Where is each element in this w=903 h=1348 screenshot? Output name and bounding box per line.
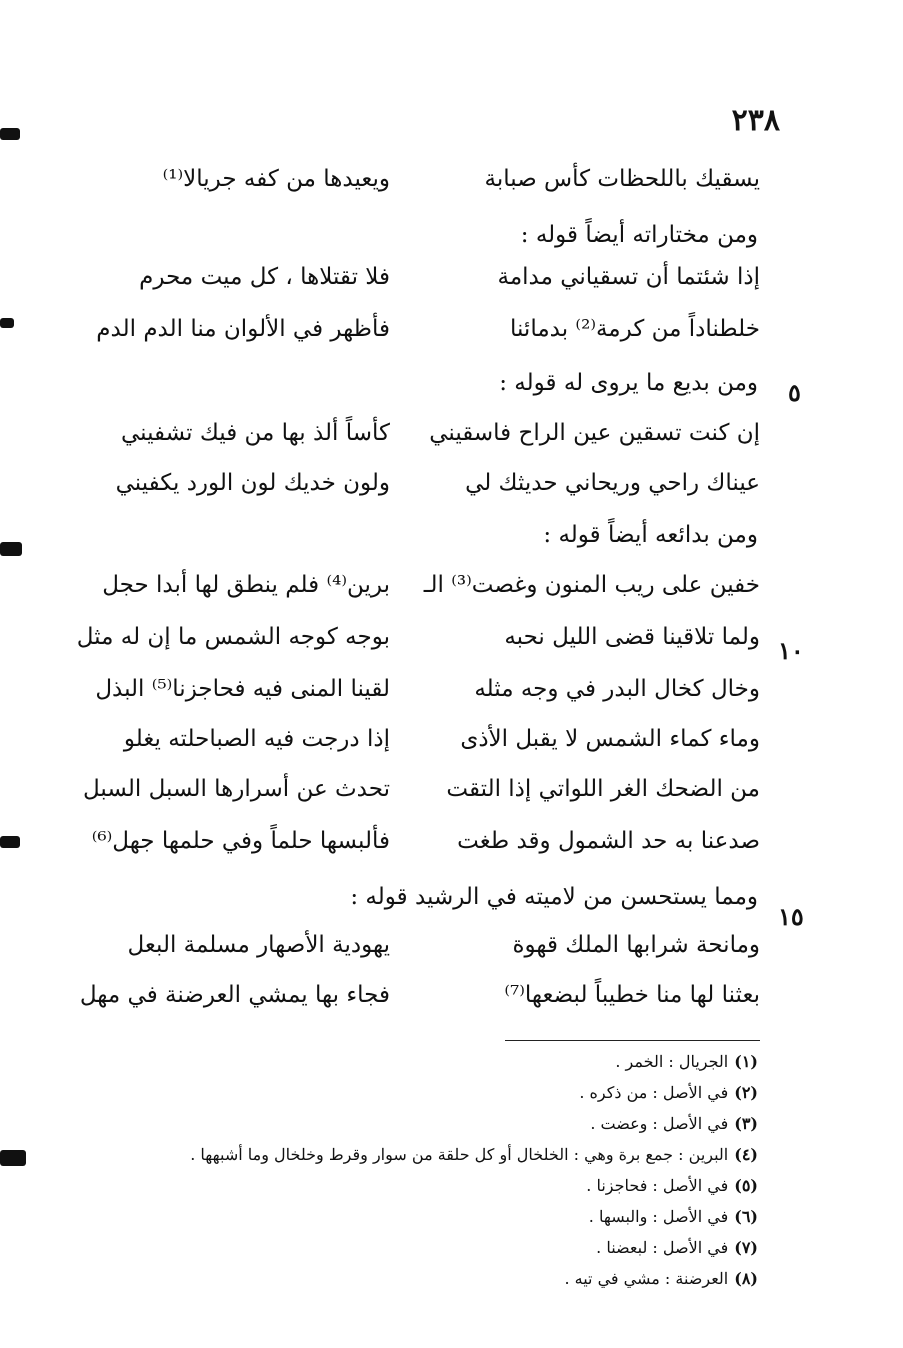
verse — [60, 264, 760, 316]
verse-second-hemistich: تحدث عن أسرارها السبل السبل — [83, 776, 390, 802]
footnote-text: في الأصل : لبعضنا . — [596, 1238, 729, 1257]
verse-first-hemistich: خفين على ريب المنون وغصت⁽³⁾ الـ — [423, 572, 760, 598]
verse — [60, 828, 760, 880]
verse — [60, 316, 760, 368]
verse — [60, 676, 760, 728]
footnote-text: العرضنة : مشي في تيه . — [564, 1269, 729, 1288]
verse — [60, 624, 760, 676]
footnote — [38, 1176, 758, 1207]
verse-first-hemistich: من الضحك الغر اللواتي إذا التقت — [446, 776, 760, 802]
footnote-text: في الأصل : والبسها . — [588, 1207, 729, 1226]
line-number-15: ١٥ — [778, 902, 804, 931]
verse-second-hemistich: فأظهر في الألوان منا الدم الدم — [96, 316, 390, 342]
verse-first-hemistich: وخال كخال البدر في وجه مثله — [474, 676, 760, 702]
verse — [60, 982, 760, 1034]
margin-mark — [0, 836, 20, 848]
footnote-divider — [505, 1040, 760, 1041]
margin-mark — [0, 318, 14, 328]
margin-mark — [0, 1150, 26, 1166]
verse-second-hemistich: فألبسها حلماً وفي حلمها جهل⁽⁶⁾ — [91, 828, 390, 854]
verse — [60, 420, 760, 472]
footnote-number: (١) — [734, 1052, 758, 1071]
verse-first-hemistich: صدعنا به حد الشمول وقد طغت — [457, 828, 760, 854]
footnote-text: الجريال : الخمر . — [615, 1052, 729, 1071]
verse-first-hemistich: إن كنت تسقين عين الراح فاسقيني — [429, 420, 760, 446]
verse-second-hemistich: برين⁽⁴⁾ فلم ينطق لها أبدا حجل — [102, 572, 390, 598]
footnote-text: في الأصل : وعضت . — [590, 1114, 729, 1133]
prose-line: ومن مختاراته أيضاً قوله : — [520, 222, 758, 248]
footnote-number: (٤) — [734, 1145, 758, 1164]
verse-second-hemistich: فجاء بها يمشي العرضنة في مهل — [79, 982, 390, 1008]
footnote-number: (٣) — [734, 1114, 758, 1133]
footnote — [38, 1145, 758, 1176]
footnote — [38, 1238, 758, 1269]
footnote — [38, 1269, 758, 1300]
prose-line: ومن بدائعه أيضاً قوله : — [543, 522, 758, 548]
verse-second-hemistich: ويعيدها من كفه جريالا⁽¹⁾ — [162, 166, 390, 192]
verse — [60, 932, 760, 984]
verse-first-hemistich: خلطناداً من كرمة⁽²⁾ بدمائنا — [509, 316, 760, 342]
verse-second-hemistich: ولون خديك لون الورد يكفيني — [115, 470, 390, 496]
footnote — [38, 1052, 758, 1083]
verse-second-hemistich: يهودية الأصهار مسلمة البعل — [127, 932, 390, 958]
verse-second-hemistich: بوجه كوجه الشمس ما إن له مثل — [76, 624, 390, 650]
footnote-number: (٢) — [734, 1083, 758, 1102]
footnote — [38, 1083, 758, 1114]
verse-second-hemistich: لقينا المنى فيه فحاجزنا⁽⁵⁾ البذل — [95, 676, 390, 702]
verse-first-hemistich: وماء كماء الشمس لا يقبل الأذى — [460, 726, 760, 752]
verse-second-hemistich: فلا تقتلاها ، كل ميت محرم — [139, 264, 390, 290]
prose-line: ومما يستحسن من لاميته في الرشيد قوله : — [350, 884, 758, 910]
verse — [60, 572, 760, 624]
verse-first-hemistich: عيناك راحي وريحاني حديثك لي — [465, 470, 760, 496]
verse-second-hemistich: إذا درجت فيه الصباحلته يغلو — [123, 726, 390, 752]
verse-second-hemistich: كأساً ألذ بها من فيك تشفيني — [120, 420, 390, 446]
line-number-5: ٥ — [788, 378, 801, 407]
verse-first-hemistich: إذا شئتما أن تسقياني مدامة — [497, 264, 760, 290]
footnote-number: (٨) — [734, 1269, 758, 1288]
verse — [60, 776, 760, 828]
prose-line: ومن بديع ما يروى له قوله : — [499, 370, 758, 396]
verse-first-hemistich: ولما تلاقينا قضى الليل نحبه — [504, 624, 760, 650]
margin-mark — [0, 128, 20, 140]
footnote-text: في الأصل : فحاجزنا . — [586, 1176, 729, 1195]
line-number-10: ١٠ — [778, 636, 804, 665]
footnotes — [38, 1052, 758, 1300]
verse — [60, 726, 760, 778]
verse — [60, 470, 760, 522]
page-number: ٢٣٨ — [731, 103, 780, 138]
margin-mark — [0, 542, 22, 556]
footnote-number: (٦) — [734, 1207, 758, 1226]
footnote-text: في الأصل : من ذكره . — [579, 1083, 729, 1102]
footnote-number: (٧) — [734, 1238, 758, 1257]
verse-first-hemistich: بعثنا لها منا خطيباً لبضعها⁽⁷⁾ — [504, 982, 760, 1008]
verse-first-hemistich: ومانحة شرابها الملك قهوة — [512, 932, 760, 958]
verse-first-hemistich: يسقيك باللحظات كأس صبابة — [484, 166, 760, 192]
footnote — [38, 1114, 758, 1145]
footnote — [38, 1207, 758, 1238]
footnote-text: البرين : جمع برة وهي : الخلخال أو كل حلقة من سوار وقرط وخلخال وما أشبهها . — [190, 1145, 729, 1164]
footnote-number: (٥) — [734, 1176, 758, 1195]
verse — [60, 166, 760, 218]
